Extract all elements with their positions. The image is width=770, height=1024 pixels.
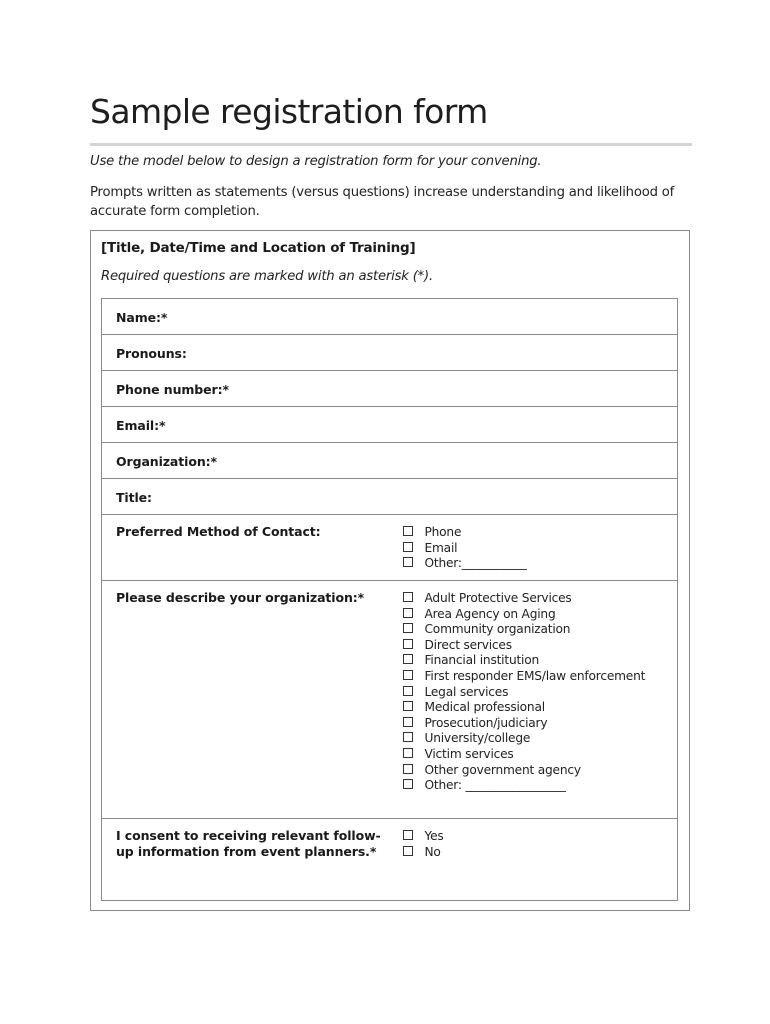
title-row — [102, 479, 678, 515]
org-type-option-label: Financial institution — [424, 653, 540, 668]
org-type-option[interactable] — [403, 622, 678, 638]
name-field[interactable] — [102, 299, 678, 335]
org-type-option-label: Adult Protective Services — [424, 591, 572, 605]
org-type-option-label: Victim services — [424, 746, 514, 761]
required-note: Required questions are marked with an asterisk (*). — [101, 269, 433, 284]
checkbox-icon[interactable] — [403, 717, 413, 727]
checkbox-icon[interactable] — [403, 830, 413, 840]
org-type-option[interactable] — [403, 638, 678, 654]
org-type-option[interactable] — [403, 607, 678, 623]
org-type-option-label: Other: _________________ — [424, 778, 566, 793]
phone-row — [102, 371, 678, 407]
contact-option[interactable] — [403, 556, 678, 572]
contact-label: Preferred Method of Contact: — [116, 524, 321, 539]
checkbox-icon[interactable] — [403, 701, 413, 711]
org-type-option-label: Community organization — [424, 622, 571, 637]
consent-option-label: No — [424, 844, 441, 859]
contact-option-label: Phone — [424, 525, 462, 539]
consent-option[interactable] — [403, 845, 678, 861]
email-label: Email:* — [116, 418, 166, 433]
contact-option-label: Email — [424, 540, 458, 555]
intro-text: Use the model below to design a registration form for your convening. — [90, 154, 542, 169]
org-type-option[interactable] — [403, 731, 678, 747]
org-type-row — [102, 581, 678, 819]
checkbox-icon[interactable] — [403, 526, 413, 536]
prompts-text: Prompts written as statements (versus questions) increase understanding and likelihood of accurate form completion. — [90, 185, 675, 219]
organization-label: Organization:* — [116, 454, 217, 469]
phone-field[interactable] — [102, 371, 678, 407]
checkbox-icon[interactable] — [403, 654, 413, 664]
title-divider — [90, 143, 692, 146]
consent-label: I consent to receiving relevant follow-up information from event planners.* — [116, 828, 381, 859]
org-type-option[interactable] — [403, 747, 678, 763]
consent-option[interactable] — [403, 829, 678, 845]
form-table — [101, 298, 678, 901]
checkbox-icon[interactable] — [403, 670, 413, 680]
organization-row — [102, 443, 678, 479]
org-type-option-label: Legal services — [424, 684, 509, 699]
page-title: Sample registration form — [90, 92, 488, 131]
consent-option-label: Yes — [424, 829, 444, 843]
org-type-option[interactable] — [403, 685, 678, 701]
name-label: Name:* — [116, 310, 168, 325]
org-type-label-cell — [102, 581, 390, 819]
checkbox-icon[interactable] — [403, 608, 413, 618]
org-type-option-label: Other government agency — [424, 762, 581, 777]
checkbox-icon[interactable] — [403, 542, 413, 552]
org-type-label: Please describe your organization:* — [116, 590, 365, 605]
checkbox-icon[interactable] — [403, 779, 413, 789]
email-field[interactable] — [102, 407, 678, 443]
checkbox-icon[interactable] — [403, 748, 413, 758]
contact-option-label: Other:___________ — [424, 556, 527, 571]
email-row — [102, 407, 678, 443]
org-type-option[interactable] — [403, 591, 678, 607]
pronouns-row — [102, 335, 678, 371]
checkbox-icon[interactable] — [403, 764, 413, 774]
contact-options-cell — [390, 515, 678, 581]
phone-label: Phone number:* — [116, 382, 229, 397]
pronouns-label: Pronouns: — [116, 346, 187, 361]
contact-label-cell — [102, 515, 390, 581]
org-type-option[interactable] — [403, 653, 678, 669]
name-row — [102, 299, 678, 335]
org-type-option[interactable] — [403, 716, 678, 732]
org-type-option-label: University/college — [424, 731, 531, 746]
contact-option[interactable] — [403, 541, 678, 557]
contact-option[interactable] — [403, 525, 678, 541]
title-field[interactable] — [102, 479, 678, 515]
organization-field[interactable] — [102, 443, 678, 479]
contact-options — [390, 515, 678, 572]
checkbox-icon[interactable] — [403, 639, 413, 649]
org-type-option[interactable] — [403, 763, 678, 779]
org-type-option[interactable] — [403, 669, 678, 685]
org-type-option-label: First responder EMS/law enforcement — [424, 668, 646, 683]
checkbox-icon[interactable] — [403, 732, 413, 742]
consent-label-cell — [102, 819, 390, 901]
checkbox-icon[interactable] — [403, 557, 413, 567]
org-type-option-label: Prosecution/judiciary — [424, 715, 548, 730]
training-heading: [Title, Date/Time and Location of Training] — [101, 240, 416, 256]
org-type-options — [390, 581, 678, 794]
org-type-option[interactable] — [403, 700, 678, 716]
contact-row — [102, 515, 678, 581]
checkbox-icon[interactable] — [403, 623, 413, 633]
org-type-option-label: Medical professional — [424, 700, 545, 715]
consent-options — [390, 819, 678, 860]
registration-form-box — [90, 230, 690, 911]
title-label: Title: — [116, 490, 152, 505]
org-type-option-label: Area Agency on Aging — [424, 606, 556, 621]
org-type-option[interactable] — [403, 778, 678, 794]
checkbox-icon[interactable] — [403, 592, 413, 602]
checkbox-icon[interactable] — [403, 686, 413, 696]
org-type-options-cell — [390, 581, 678, 819]
consent-row — [102, 819, 678, 901]
consent-options-cell — [390, 819, 678, 901]
pronouns-field[interactable] — [102, 335, 678, 371]
checkbox-icon[interactable] — [403, 846, 413, 856]
org-type-option-label: Direct services — [424, 637, 512, 652]
